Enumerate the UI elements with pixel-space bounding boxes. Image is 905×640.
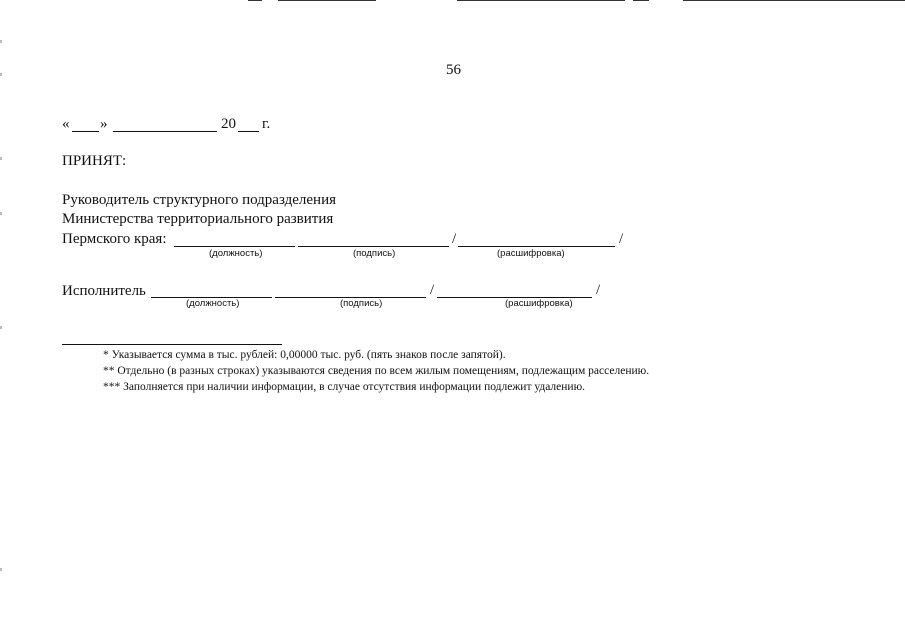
executor-decoding-caption: (расшифровка): [505, 298, 573, 309]
month-blank: [113, 131, 217, 132]
executor-signature-caption: (подпись): [340, 298, 383, 309]
top-rule-fragment: [278, 0, 376, 1]
top-rule-fragment: [683, 0, 905, 1]
date-close-quote: »: [100, 116, 108, 132]
day-blank: [72, 131, 99, 132]
head-title-line-3: Пермского края:: [62, 231, 167, 247]
executor-slash-right: /: [596, 282, 601, 298]
executor-label: Исполнитель: [62, 283, 146, 299]
top-rule-fragment: [633, 0, 649, 1]
executor-slash-left: /: [430, 282, 435, 298]
head-title-line-2: Министерства территориального развития: [62, 211, 334, 227]
footnote-3: *** Заполняется при наличии информации, в случае отсутствия информации подлежит удалению.: [103, 381, 586, 393]
year-blank: [238, 131, 259, 132]
margin-mark: [0, 212, 2, 215]
head-decoding-caption: (расшифровка): [497, 248, 565, 259]
top-rule-fragment: [457, 0, 625, 1]
head-slash-right: /: [619, 231, 624, 247]
margin-mark: [0, 40, 2, 43]
head-position-blank: [174, 246, 295, 247]
page-number: 56: [446, 62, 461, 78]
head-decoding-blank: [458, 246, 615, 247]
executor-position-caption: (должность): [186, 298, 240, 309]
head-slash-left: /: [452, 231, 457, 247]
margin-mark: [0, 326, 2, 329]
head-title-line-1: Руководитель структурного подразделения: [62, 192, 336, 208]
margin-mark: [0, 568, 2, 571]
footnote-separator: [62, 344, 282, 345]
footnote-1: * Указывается сумма в тыс. рублей: 0,00000 тыс. руб. (пять знаков после запятой).: [103, 349, 506, 361]
date-open-quote: «: [62, 116, 70, 132]
footnote-2: ** Отдельно (в разных строках) указываются сведения по всем жилым помещениям, подлежащим расселению.: [103, 365, 650, 377]
head-signature-blank: [298, 246, 449, 247]
margin-mark: [0, 157, 2, 160]
accepted-label: ПРИНЯТ:: [62, 153, 127, 169]
year-prefix: 20: [221, 116, 236, 132]
head-signature-caption: (подпись): [353, 248, 396, 259]
margin-mark: [0, 73, 2, 76]
year-suffix: г.: [262, 116, 271, 132]
head-position-caption: (должность): [209, 248, 263, 259]
top-rule-fragment: [248, 0, 262, 1]
